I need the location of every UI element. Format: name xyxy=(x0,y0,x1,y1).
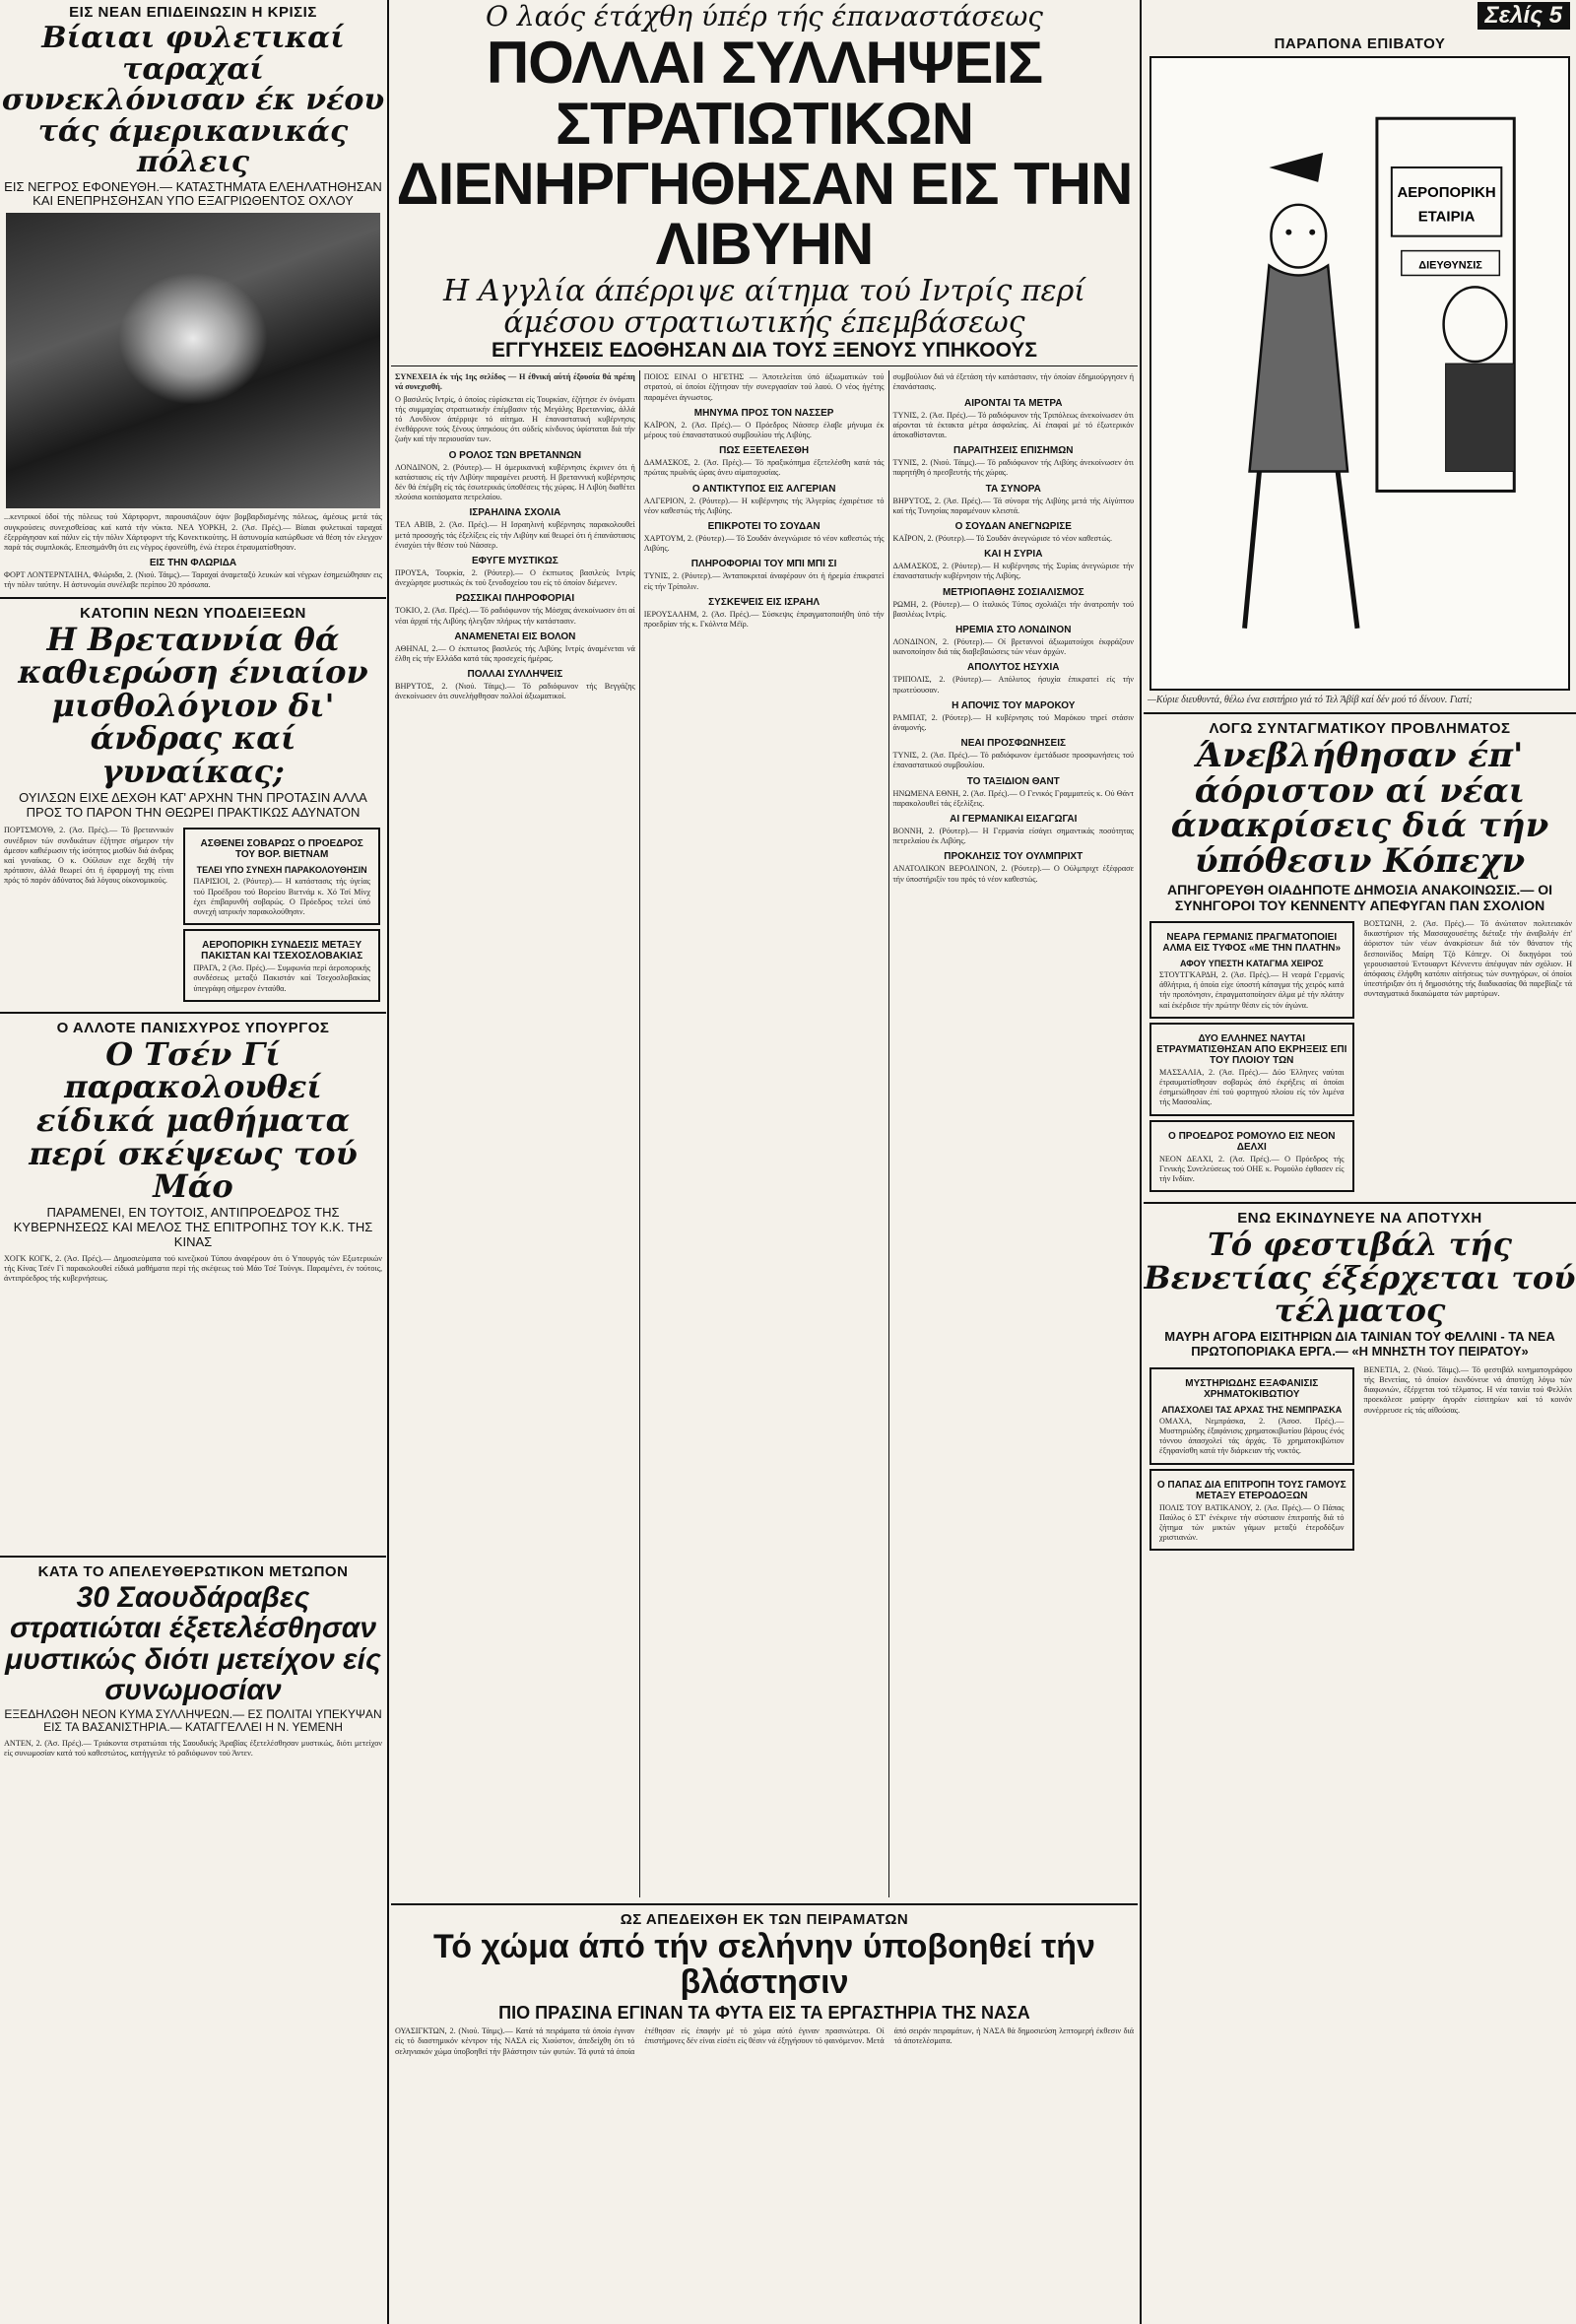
main-col-c-body-9: ΡΑΜΠΑΤ, 2. (Ρόυτερ).— Η κυβέρνησις τού Μαρόκου τηρεί στάσιν άναμονής. xyxy=(892,712,1135,733)
box-safe-kicker: ΜΥΣΤΗΡΙΩΔΗΣ ΕΞΑΦΑΝΙΣΙΣ ΧΡΗΜΑΤΟΚΙΒΩΤΙΟΥ xyxy=(1185,1377,1319,1400)
main-col-b-body-2: ΔΑΜΑΣΚΟΣ, 2. (Άσ. Πρές).— Τό πραξικόπημα έξετελέσθη κατά τάς πρώτας πρωϊνάς ώρας άνευ αίματοχυσίας. xyxy=(643,458,885,478)
sect-nasser: ΜΗΝΥΜΑ ΠΡΟΣ ΤΟΝ ΝΑΣΣΕΡ xyxy=(693,407,834,419)
venice-row xyxy=(1144,1363,1576,1556)
subhead-riots: ΕΙΣ ΝΕΓΡΟΣ ΕΦΟΝΕΥΘΗ.— ΚΑΤΑΣΤΗΜΑΤΑ ΕΛΕΗΛΑΤΗΘΗΣΑΝ ΚΑΙ ΕΝΕΠΡΗΣΘΗΣΑΝ ΥΠΟ ΕΞΑΓΡΙΩΘΕΝΤΟΣ ΟΧΛΟΥ xyxy=(4,178,382,209)
headline-britain-wages: Η Βρεταννία θά καθιερώση ένιαίον μισθολόγιον δι' άνδρας καί γυναίκας; xyxy=(18,620,368,790)
main-col-a xyxy=(391,370,640,1897)
kicker-kopechne: ΛΟΓΩ ΣΥΝΤΑΓΜΑΤΙΚΟΥ ΠΡΟΒΛΗΜΑΤΟΣ xyxy=(1209,720,1511,737)
box-vietnam-body: ΠΑΡΙΣΙΟΙ, 2. (Ρόυτερ).— Η κατάστασις τής ύγείας τού Προέδρου τού Βορείου Βιετνάμ κ. Χό Τσί Μίνχ έχει έπιβαρυνθή σοβαρώς. Ο Πρόεδρος τελεί ύπό συνεχή ιατρικήν παρακολούθησιν. xyxy=(193,877,370,917)
subhead-kopechne: ΑΠΗΓΟΡΕΥΘΗ ΟΙΑΔΗΠΟΤΕ ΔΗΜΟΣΙΑ ΑΝΑΚΟΙΝΩΣΙΣ.— ΟΙ ΣΥΝΗΓΟΡΟΙ ΤΟΥ ΚΕΝΝΕΝΤΥ ΑΠΕΦΥΓΑΝ ΠΑΝ ΣΧΟΛΙΟΝ xyxy=(1167,881,1552,913)
kicker-venice: ΕΝΩ ΕΚΙΝΔΥΝΕΥΕ ΝΑ ΑΠΟΤΥΧΗ xyxy=(1237,1210,1482,1228)
column-rule xyxy=(1140,0,1142,2324)
main-col-c-body-11: ΗΝΩΜΕΝΑ ΕΘΝΗ, 2. (Άσ. Πρές).— Ο Γενικός Γραμματεύς κ. Ού Θάντ παρακολουθεί τάς έξελίξεις. xyxy=(892,788,1135,808)
sect-morocco: Η ΑΠΟΨΙΣ ΤΟΥ ΜΑΡΟΚΟΥ xyxy=(952,699,1076,711)
sect-syria: ΚΑΙ Η ΣΥΡΙΑ xyxy=(984,549,1043,561)
subhead-britain: ΟΥΙΛΣΩΝ ΕΙΧΕ ΔΕΧΘΗ ΚΑΤ' ΑΡΧΗΝ ΤΗΝ ΠΡΟΤΑΣΙΝ ΑΛΛΑ ΠΡΟΣ ΤΟ ΠΑΡΟΝ ΤΗΝ ΘΕΩΡΕΙ ΠΡΑΚΤΙΚΩΣ ΑΔΥΝΑΤΟΝ xyxy=(19,789,367,820)
kicker-moon: ΩΣ ΑΠΕΔΕΙΧΘΗ ΕΚ ΤΩΝ ΠΕΙΡΑΜΑΤΩΝ xyxy=(620,1911,909,1929)
main-col-b-body-6: ΙΕΡΟΥΣΑΛΗΜ, 2. (Άσ. Πρές).— Σύσκεψις έπραγματοποιήθη ύπό τήν προεδρίαν τής κ. Γκόλντα Μέϊρ. xyxy=(643,609,885,630)
box-vietnam-sub: ΤΕΛΕΙ ΥΠΟ ΣΥΝΕΧΗ ΠΑΡΑΚΟΛΟΥΘΗΣΙΝ xyxy=(196,865,367,876)
cartoon-desk-sign: ΔΙΕΥΘΥΝΣΙΣ xyxy=(1418,259,1482,272)
main-col-c-body: συμβούλιον διά νά έξετάση τήν κατάστασιν, τήν όποίαν έδημιούργησεν ή έπανάστασις. xyxy=(892,372,1135,392)
box-vietnam-kicker: ΑΣΘΕΝΕΙ ΣΟΒΑΡΩΣ Ο ΠΡΟΕΔΡΟΣ ΤΟΥ ΒΟΡ. ΒΙΕΤΝΑΜ xyxy=(200,838,363,861)
headline-chen-yi: Ο Τσέν Γί παρακολουθεί είδικά μαθήματα περί σκέψεως τού Μάο xyxy=(29,1034,358,1206)
main-story xyxy=(391,0,1138,2324)
sect-bbc: ΠΛΗΡΟΦΟΡΙΑΙ ΤΟΥ ΜΠΙ ΜΠΙ ΣΙ xyxy=(690,559,837,570)
main-col-c-body-5: ΔΑΜΑΣΚΟΣ, 2. (Ρόυτερ).— Η κυβέρνησις τής Συρίας άνεγνώρισε τήν έπαναστατικήν κυβέρνησιν τής Λιβύης. xyxy=(892,562,1135,581)
main-col-c-body-8: ΤΡΙΠΟΛΙΣ, 2. (Ρόυτερ).— Απόλυτος ήσυχία έπικρατεί είς τήν πρωτεύουσαν. xyxy=(892,675,1135,695)
main-deck: Η Αγγλία άπέρριψε αίτημα τού Ιντρίς περί άμέσου στρατιωτικής έπεμβάσεως xyxy=(442,274,1086,340)
left-column xyxy=(0,0,386,2324)
article-chen-yi-body: ΧΟΓΚ ΚΟΓΚ, 2. (Άσ. Πρές).— Δημοσιεύματα τού κινεζικού Τύπου άναφέρουν ότι ό Υπουργός τών Εξωτερικών τής Κίνας Τσέν Γί παρακολουθεί είδικά μαθήματα περί τής σκέψεως τού Μάο Τσέ Τούνγκ. Παραμένει, έν τούτοις, άντιπρόεδρος τής κυβερνήσεως. xyxy=(4,1253,382,1284)
headline-moon-soil: Τό χώμα άπό τήν σελήνην ύποβοηθεί τήν βλάστησιν xyxy=(433,1928,1095,2001)
britain-row xyxy=(0,824,386,1005)
box-greek-sailors-kicker: ΔΥΟ ΕΛΛΗΝΕΣ ΝΑΥΤΑΙ ΕΤΡΑΥΜΑΤΙΣΘΗΣΑΝ ΑΠΟ ΕΚΡΗΞΕΙΣ ΕΠΙ ΤΟΥ ΠΛΟΙΟΥ ΤΩΝ xyxy=(1156,1032,1347,1066)
cartoon-kicker: ΠΑΡΑΠΟΝΑ ΕΠΙΒΑΤΟΥ xyxy=(1274,35,1446,52)
box-german-athlete xyxy=(1149,921,1354,1019)
cartoon-airline xyxy=(1149,56,1570,691)
main-col-b-body-4: ΧΑΡΤΟΥΜ, 2. (Ρόυτερ).— Τό Σουδάν άνεγνώρισε τό νέον καθεστώς τής Λιβύης. xyxy=(643,534,885,554)
main-col-c-body-2: ΤΥΝΙΣ, 2. (Νιού. Τάιμς).— Τό ραδιόφωνον τής Λιβύης άνεκοίνωσεν ότι παρητήθη ό πρεσβευτής τής χώρας. xyxy=(892,458,1135,478)
kopechne-side xyxy=(1144,917,1360,1196)
main-col-a-body-4: ΠΡΟΥΣΑ, Τουρκία, 2. (Ρόυτερ).— Ο έκπτωτος βασιλεύς Ιντρίς άνεχώρησε μυστικώς έκ τού ξενοδοχείου του είς τό όποίον διέμενεν. xyxy=(395,568,635,588)
sect-algeria: Ο ΑΝΤΙΚΤΥΠΟΣ ΕΙΣ ΑΛΓΕΡΙΑΝ xyxy=(691,483,836,495)
sect-borders: ΤΑ ΣΥΝΟΡΑ xyxy=(985,483,1041,495)
main-col-a-body-5: ΤΟΚΙΟ, 2. (Άσ. Πρές).— Τό ραδιόφωνον τής Μόσχας άνεκοίνωσεν ότι αί νέαι άρχαί τής Λιβύης ήλεγξαν πλήρως τήν κατάστασιν. xyxy=(395,606,635,626)
sect-ulbricht: ΠΡΟΚΛΗΣΙΣ ΤΟΥ ΟΥΛΜΠΡΙΧΤ xyxy=(944,851,1084,863)
column-rule xyxy=(387,0,389,2324)
subhead-chen-yi: ΠΑΡΑΜΕΝΕΙ, ΕΝ ΤΟΥΤΟΙΣ, ΑΝΤΙΠΡΟΕΔΡΟΣ ΤΗΣ ΚΥΒΕΡΝΗΣΕΩΣ ΚΑΙ ΜΕΛΟΣ ΤΗΣ ΕΠΙΤΡΟΠΗΣ ΤΟΥ Κ.Κ. ΤΗΣ ΚΙΝΑΣ xyxy=(13,1204,373,1249)
divider xyxy=(1144,1202,1576,1204)
divider xyxy=(1144,712,1576,714)
divider xyxy=(0,597,386,599)
main-col-c-body-3: ΒΗΡΥΤΟΣ, 2. (Άσ. Πρές).— Τά σύνορα τής Λιβύης μετά τής Αίγύπτου καί τής Τυνησίας παραμένουν κλειστά. xyxy=(892,496,1135,515)
main-col-a-body-6: ΑΘΗΝΑΙ, 2.— Ο έκπτωτος βασιλεύς τής Λιβύης Ιντρίς άναμένεται νά έλθη είς τήν Ελλάδα κατά τάς προσεχείς ήμέρας. xyxy=(395,643,635,664)
box-greek-sailors-body: ΜΑΣΣΑΛΙΑ, 2. (Άσ. Πρές).— Δύο Έλληνες ναύται έτραυματίσθησαν σοβαρώς άπό έκρήξεις αί όποίαι έσημειώθησαν έπί τού φορτηγού πλοίου είς τόν λιμένα τής Μασσαλίας. xyxy=(1159,1067,1345,1107)
main-col-c-body-6: ΡΩΜΗ, 2. (Ρόυτερ).— Ο ίταλικός Τύπος σχολιάζει τήν άνατροπήν τού βασιλέως Ιντρίς. xyxy=(892,599,1135,619)
venice-text xyxy=(1360,1363,1576,1556)
box-pope xyxy=(1149,1469,1354,1552)
sect-british-role: Ο ΡΟΛΟΣ ΤΩΝ ΒΡΕΤΑΝΝΩΝ xyxy=(448,449,582,461)
kicker-riots: ΕΙΣ ΝΕΑΝ ΕΠΙΔΕΙΝΩΣΙΝ Η ΚΡΙΣΙΣ xyxy=(69,4,317,21)
article-venice-body: ΒΕΝΕΤΙΑ, 2. (Νιού. Τάιμς).— Τό φεστιβάλ κινηματογράφου τής Βενετίας, τό όποίον έκινδύνευε νά άποτύχη λόγω τών διαφωνιών, έξέρχεται τού τέλματος. Η νέα ταινία τού Φελλίνι προεκάλεσε μαύρην άγοράν είσιτηρίων καί τό κοινόν συνέρρευσε είς τάς αίθούσας. xyxy=(1363,1364,1572,1415)
main-col-b-body-1: ΚΑΪΡΟΝ, 2. (Άσ. Πρές).— Ο Πρόεδρος Νάσσερ έλαβε μήνυμα έκ μέρους τού έπαναστατικού συμβουλίου τής Λιβύης. xyxy=(643,420,885,439)
headline-kopechne: Άνεβλήθησαν έπ' άόριστον αί νέαι άνακρίσεις διά τήν ύπόθεσιν Κόπεχν xyxy=(1170,736,1549,882)
sect-israeli: ΙΣΡΑΗΛΙΝΑ ΣΧΟΛΙΑ xyxy=(469,507,561,519)
kopechne-row xyxy=(1144,917,1576,1196)
box-greek-sailors xyxy=(1149,1023,1354,1116)
sect-london: ΗΡΕΜΙΑ ΣΤΟ ΛΟΝΔΙΝΟΝ xyxy=(955,625,1072,636)
box-safe-sub: ΑΠΑΣΧΟΛΕΙ ΤΑΣ ΑΡΧΑΣ ΤΗΣ ΝΕΜΠΡΑΣΚΑ xyxy=(1161,1404,1343,1415)
box-pakistan xyxy=(183,929,380,1002)
subhead-saudi: ΕΞΕΔΗΛΩΘΗ ΝΕΟΝ ΚΥΜΑ ΣΥΛΛΗΨΕΩΝ.— ΕΣ ΠΟΛΙΤΑΙ ΥΠΕΚΥΨΑΝ ΕΙΣ ΤΑ ΒΑΣΑΝΙΣΤΗΡΙΑ.— ΚΑΤΑΓΓΕΛΛΕΙ Η Ν. ΥΕΜΕΝΗ xyxy=(4,1706,382,1735)
page-label-row xyxy=(1144,0,1576,32)
kicker-chen-yi: Ο ΑΛΛΟΤΕ ΠΑΝΙΣΧΥΡΟΣ ΥΠΟΥΡΓΟΣ xyxy=(56,1019,330,1036)
sect-german-imports: ΑΙ ΓΕΡΜΑΝΙΚΑΙ ΕΙΣΑΓΩΓΑΙ xyxy=(950,814,1078,826)
sect-socialism: ΜΕΤΡΙΟΠΑΘΗΣ ΣΟΣΙΑΛΙΣΜΟΣ xyxy=(942,586,1084,598)
box-pope-kicker: Ο ΠΑΠΑΣ ΔΙΑ ΕΠΙΤΡΟΠΗ ΤΟΥΣ ΓΑΜΟΥΣ ΜΕΤΑΞΥ ΕΤΕΡΟΔΟΞΩΝ xyxy=(1156,1479,1346,1501)
divider xyxy=(391,365,1138,366)
main-col-c-body-1: ΤΥΝΙΣ, 2. (Άσ. Πρές).— Τό ραδιόφωνον τής Τριπόλεως άνεκοίνωσεν ότι αίρονται τά έκτακτα μέτρα άσφαλείας. Αί έπαφαί μέ τό έξωτερικόν άποκαθίστανται. xyxy=(892,410,1135,439)
box-german-athlete-body: ΣΤΟΥΤΓΚΑΡΔΗ, 2. (Άσ. Πρές).— Η νεαρά Γερμανίς άθλήτρια, ή όποία είχε ύποστή κάταγμα τής χειρός κατά τήν προπόνησιν, έπραγματοποίησεν άλμα μέ τήν πλάτην καί έκέρδισε τήν πρώτην θέσιν είς τόν άγώνα. xyxy=(1159,969,1345,1010)
main-col-b xyxy=(640,370,889,1897)
subhead-moon: ΠΙΟ ΠΡΑΣΙΝΑ ΕΓΙΝΑΝ ΤΑ ΦΥΤΑ ΕΙΣ ΤΑ ΕΡΓΑΣΤΗΡΙΑ ΤΗΣ ΝΑΣΑ xyxy=(498,2002,1030,2023)
sect-volos: ΑΝΑΜΕΝΕΤΑΙ ΕΙΣ ΒΟΛΟΝ xyxy=(454,631,576,642)
right-column xyxy=(1144,0,1576,2324)
main-col-c-body-10: ΤΥΝΙΣ, 2. (Άσ. Πρές).— Τό ραδιόφωνον έμετάδωσε προσφωνήσεις τού έπαναστατικού συμβουλίου. xyxy=(892,751,1135,770)
main-col-c-body-12: ΒΟΝΝΗ, 2. (Ρόυτερ).— Η Γερμανία είσάγει σημαντικάς ποσότητας πετρελαίου έκ Λιβύης. xyxy=(892,827,1135,846)
sect-israel-talks: ΣΥΣΚΕΨΕΙΣ ΕΙΣ ΙΣΡΑΗΛ xyxy=(708,596,821,608)
sect-sudan-recognized: Ο ΣΟΥΔΑΝ ΑΝΕΓΝΩΡΙΣΕ xyxy=(954,521,1072,533)
box-pope-body: ΠΟΛΙΣ ΤΟΥ ΒΑΤΙΚΑΝΟΥ, 2. (Άσ. Πρές).— Ο Πάπας Παύλος ό ΣΤ' ένέκρινε τήν σύστασιν έπιτροπής διά τό ζήτημα τών μικτών γάμων μεταξύ έτεροδόξων χριστιανών. xyxy=(1159,1502,1345,1543)
headline-riots: Βίαιαι φυλετικαί ταραχαί συνεκλόνισαν έκ νέου τάς άμερικανικάς πόλεις xyxy=(1,21,385,179)
main-lead: ΣΥΝΕΧΕΙΑ έκ τής 1ης σελίδος — Η έθνική αύτή έξουσία θά πρέπη νά συνεχισθή. xyxy=(395,372,635,392)
main-col-c-body-7: ΛΟΝΔΙΝΟΝ, 2. (Ρόυτερ).— Οί βρεταννοί άξιωματούχοι έκφράζουν ικανοποίησιν διά τάς διαβεβαιώσεις τών νέων άρχών. xyxy=(892,637,1135,657)
main-col-a-body-3: ΤΕΛ ΑΒΙΒ, 2. (Άσ. Πρές).— Η Ισραηλινή κυβέρνησις παρακολουθεί μετά προσοχής τάς έξελίξεις είς τήν Λιβύην καί θεωρεί ότι ή έπανάστασις ένισχύει τήν θέσιν τού Νάσσερ. xyxy=(395,520,635,550)
headline-saudi: 30 Σαουδάραβες στρατιώται έξετελέσθησαν μυστικώς διότι μετείχον είς συνωμοσίαν xyxy=(5,1580,381,1707)
main-col-c-body-4: ΚΑΪΡΟΝ, 2. (Ρόυτερ).— Τό Σουδάν άνεγνώρισε τό νέον καθεστώς. xyxy=(892,534,1113,544)
article-moon-body: ΟΥΑΣΙΓΚΤΩΝ, 2. (Νιού. Τάιμς).— Κατά τά πειράματα τά όποία έγιναν είς τό διαστημικόν κέντρον τής ΝΑΣΑ είς Χιούστον, άπεδείχθη ότι τό σεληνιακόν χώμα ύποβοηθεί τήν βλάστησιν τών φυτών. Τά φυτά τά όποία έτέθησαν είς έπαφήν μέ τό χώμα αύτό έγιναν πρασινώτερα. Οί έπιστήμονες δέν είναι είσέτι είς θέσιν νά έξηγήσουν τό φαινόμενον. Μετά άπό σειράν πειραμάτων, ή ΝΑΣΑ θά δημοσιεύση λεπτομερή έκθεσιν διά τά άποτελέσματα. xyxy=(395,2026,1134,2056)
britain-side xyxy=(177,824,386,1005)
sect-how-executed: ΠΩΣ ΕΞΕΤΕΛΕΣΘΗ xyxy=(719,445,810,457)
main-col-b-body-3: ΑΛΓΕΡΙΟΝ, 2. (Ρόυτερ).— Η κυβέρνησις τής Άλγερίας έχαιρέτισε τό νέον καθεστώς τής Λιβύης. xyxy=(643,496,885,515)
sect-measures: ΑΙΡΟΝΤΑΙ ΤΑ ΜΕΤΡΑ xyxy=(964,397,1063,409)
section-florida: ΕΙΣ ΤΗΝ ΦΛΩΡΙΔΑ xyxy=(149,558,237,569)
divider xyxy=(391,1903,1138,1905)
main-col-a-body-7: ΒΗΡΥΤΟΣ, 2. (Νιού. Τάιμς).— Τό ραδιόφωνον τής Βεγγάζης άνεκοίνωσεν ότι συνελήφθησαν πολλοί άξιωματικοί. xyxy=(395,682,635,701)
subhead-venice: ΜΑΥΡΗ ΑΓΟΡΑ ΕΙΣΙΤΗΡΙΩΝ ΔΙΑ ΤΑΙΝΙΑΝ ΤΟΥ ΦΕΛΛΙΝΙ - ΤΑ ΝΕΑ ΠΡΩΤΟΠΟΡΙΑΚΑ ΕΡΓΑ.— «Η ΜΝΗΣΤΗ ΤΟΥ ΠΕΙΡΑΤΟΥ» xyxy=(1164,1328,1555,1359)
main-columns xyxy=(391,370,1138,1897)
box-pakistan-body: ΠΡΑΓΑ, 2 (Άσ. Πρές).— Συμφωνία περί άεροπορικής συνδέσεως μεταξύ Πακιστάν καί Τσεχοσλοβακίας ύπεγράφη σήμερον ένταύθα. xyxy=(193,963,370,993)
cartoon-sign-line2: ΕΤΑΙΡΙΑ xyxy=(1417,208,1476,226)
page-number-label: Σελίς 5 xyxy=(1478,2,1570,30)
sect-calm: ΑΠΟΛΥΤΟΣ ΗΣΥΧΙΑ xyxy=(967,662,1060,674)
article-britain-body: ΠΟΡΤΣΜΟΥΘ, 2. (Άσ. Πρές).— Τό βρεταννικόν συνέδριον τών συνδικάτων έζήτησε σήμερον τήν άμεσον καθιέρωσιν τής ίσότητος μισθών διά άνδρας καί γυναίκας. Ο κ. Ούίλσων ειχε δεχθή τήν πρότασιν, άλλά θεωρεί ότι ή έφαρμογή της είναι πρός τό παρόν άδύνατος διά λόγους οίκονομικούς. xyxy=(4,826,174,886)
box-romulo xyxy=(1149,1120,1354,1193)
kicker-saudi: ΚΑΤΑ ΤΟ ΑΠΕΛΕΥΘΕΡΩΤΙΚΟΝ ΜΕΤΩΠΟΝ xyxy=(37,1562,349,1580)
main-col-b-body: ΠΟΙΟΣ ΕΙΝΑΙ Ο ΗΓΕΤΗΣ — Άποτελείται ύπό άξιωματικών τού στρατού, οί όποίοι έζήτησαν τήν συνεργασίαν τού λαού. Ο νέος ήγέτης παραμένει άγνωστος. xyxy=(643,372,885,402)
main-headline: ΠΟΛΛΑΙ ΣΥΛΛΗΨΕΙΣ ΣΤΡΑΤΙΩΤΙΚΩΝ ΔΙΕΝΗΡΓΗΘΗΣΑΝ ΕΙΣ ΤΗΝ ΛΙΒΥΗΝ xyxy=(396,30,1133,277)
riot-photo xyxy=(6,213,380,508)
article-riots-body: ...κεντρικοί όδοί τής πόλεως τού Χάρτφορντ, παρουσιάζουν όψιν βομβαρδισμένης πόλεως, άμέσως μετά τάς συγκρούσεις συνεχισθείσας καί κατά τήν νύκτα. ΝΕΑ ΥΟΡΚΗ, 2. (Άσ. Πρές).— Βίαιαι φυλετικαί ταραχαί έξερράγησαν καί πάλιν είς τήν πόλιν Χάρτφορντ τής Κονεκτικούτης. Η άστυνομία κατώρθωσε νά θέση τόν ελεγχον παρά τάς συμπλοκάς. Επεσημάνθη ότι εις νέγρος έφονεύθη, ένώ έτεροι έτραυματίσθησαν. xyxy=(4,512,382,552)
main-col-a-body-2: ΛΟΝΔΙΝΟΝ, 2. (Ρόυτερ).— Η άμερικανική κυβέρνησις έκρινεν ότι ή κατάστασις είς τήν Λιβύην παραμένει ρευστή. Η βρεταννική κυβέρνησις δέν θά έπέμβη είς τάς έσωτερικάς ύποθέσεις τής χώρας. Η Λιβύη διαθέτει πλούσια κοιτάσματα πετρελαίου. xyxy=(395,462,635,502)
sect-russian: ΡΩΣΣΙΚΑΙ ΠΛΗΡΟΦΟΡΙΑΙ xyxy=(455,593,575,605)
headline-venice: Τό φεστιβάλ τής Βενετίας έξέρχεται τού τέλματος xyxy=(1144,1226,1576,1330)
kicker-britain: ΚΑΤΟΠΙΝ ΝΕΩΝ ΥΠΟΔΕΙΞΕΩΝ xyxy=(80,604,306,622)
sect-thant: ΤΟ ΤΑΞΙΔΙΟΝ ΘΑΝΤ xyxy=(966,775,1060,787)
cartoon-drawing xyxy=(1151,58,1568,689)
article-florida-body: ΦΟΡΤ ΛΟΝΤΕΡΝΤΑΙΗΛ, Φλώριδα, 2. (Νιού. Τάιμς).— Ταραχαί άναμεταξύ λευκών καί νέγρων έσημειώθησαν εις τήν πόλιν ταύτην. Η άστυνομία συνέλαβε περίπου 20 πρόσωπα. xyxy=(4,570,382,590)
main-deck-2: ΕΓΓΥΗΣΕΙΣ ΕΔΟΘΗΣΑΝ ΔΙΑ ΤΟΥΣ ΞΕΝΟΥΣ ΥΠΗΚΟΟΥΣ xyxy=(492,339,1037,363)
main-col-c xyxy=(889,370,1139,1897)
sect-fled: ΕΦΥΓΕ ΜΥΣΤΙΚΩΣ xyxy=(471,556,558,567)
box-german-athlete-sub: ΑΦΟΥ ΥΠΕΣΤΗ ΚΑΤΑΓΜΑ ΧΕΙΡΟΣ xyxy=(1179,958,1324,968)
article-saudi-body: ΑΝΤΕΝ, 2. (Άσ. Πρές).— Τριάκοντα στρατιώται τής Σαουδικής Άραβίας έξετελέσθησαν μυστικώς, διότι μετείχον είς συνωμοσίαν κατά τού καθεστώτος, κατήγγειλε τό ραδιόφωνον τού Άντεν. xyxy=(4,1739,382,1759)
sect-addresses: ΝΕΑΙ ΠΡΟΣΦΩΝΗΣΕΙΣ xyxy=(960,738,1066,750)
divider xyxy=(0,1012,386,1014)
venice-side xyxy=(1144,1363,1360,1556)
kopechne-text xyxy=(1360,917,1576,1196)
box-safe xyxy=(1149,1367,1354,1465)
sect-resignations: ΠΑΡΑΙΤΗΣΕΙΣ ΕΠΙΣΗΜΩΝ xyxy=(953,445,1074,457)
box-pakistan-kicker: ΑΕΡΟΠΟΡΙΚΗ ΣΥΝΔΕΣΙΣ ΜΕΤΑΞΥ ΠΑΚΙΣΤΑΝ ΚΑΙ ΤΣΕΧΟΣΛΟΒΑΚΙΑΣ xyxy=(201,940,363,963)
main-col-c-body-13: ΑΝΑΤΟΛΙΚΟΝ ΒΕΡΟΛΙΝΟΝ, 2. (Ρόυτερ).— Ο Ούλμπριχτ έξέφρασε τήν ύποστήριξίν του πρός τό νέον καθεστώς. xyxy=(892,864,1135,884)
sect-arrests: ΠΟΛΛΑΙ ΣΥΛΛΗΨΕΙΣ xyxy=(467,669,563,681)
article-kopechne-body: ΒΟΣΤΩΝΗ, 2. (Άσ. Πρές).— Τό άνώτατον πολιτειακόν δικαστήριον τής Μασσαχουσέτης διέταξε τήν άναβολήν έπ' άόριστον τών νέων άνακρίσεων διά τόν θάνατον τής δεσποινίδος Μαίρη Τζό Κόπεχν. Οί δικηγόροι τού γερουσιαστού Έντουαρντ Κέννεντυ άπέφυγαν πάν σχόλιον. Η άπόφασις έλήφθη κατόπιν αίτήσεως τών συνηγόρων, οί όποίοι ύπεστήριξαν ότι ή δημοσιότης τής διαδικασίας θά παρεβίαζε τά συνταγματικά δικαιώματα τών μαρτύρων. xyxy=(1363,918,1572,999)
sect-sudan: ΕΠΙΚΡΟΤΕΙ ΤΟ ΣΟΥΔΑΝ xyxy=(707,521,821,533)
main-col-b-body-5: ΤΥΝΙΣ, 2. (Ρόυτερ).— Άνταποκριταί άναφέρουν ότι ή ήρεμία έπικρατεί είς τήν Τρίπολιν. xyxy=(643,571,885,591)
box-romulo-kicker: Ο ΠΡΟΕΔΡΟΣ ΡΟΜΟΥΛΟ ΕΙΣ ΝΕΟΝ ΔΕΛΧΙ xyxy=(1168,1130,1336,1153)
divider xyxy=(0,1556,386,1558)
cartoon-caption: —Κύριε διευθυντά, θέλω ένα εισιτήριο γιά τό Τελ Άβίβ καί δέν μού τό δίνουν. Γιατί; xyxy=(1148,695,1473,705)
main-col-a-body: Ο βασιλεύς Ιντρίς, ό όποίος εύρίσκεται είς Τουρκίαν, έζήτησε έν όνόματι τής συμμαχίας στρατιωτικήν έπέμβασιν τής Μεγάλης Βρεταννίας, άλλά τό Λονδίνον άπέρριψε τό αίτημα. Η έπαναστατική κυβέρνησις ένεθάρρυνε τούς ξένους ύπηκόους ότι ούδείς κίνδυνος ύφίσταται διά τήν ζωήν καί τήν περιουσίαν των. xyxy=(395,394,635,444)
cartoon-sign-line1: ΑΕΡΟΠΟΡΙΚΗ xyxy=(1397,183,1496,201)
britain-text xyxy=(0,824,177,1005)
box-romulo-body: ΝΕΟΝ ΔΕΛΧΙ, 2. (Άσ. Πρές).— Ο Πρόεδρος τής Γενικής Συνελεύσεως τού ΟΗΕ κ. Ρομούλο έφθασεν είς τήν Ινδίαν. xyxy=(1159,1154,1345,1183)
box-vietnam xyxy=(183,828,380,925)
box-safe-body: ΟΜΑΧΑ, Νεμπράσκα, 2. (Άσοσ. Πρές).— Μυστηριώδης έξαφάνισις χρηματοκιβωτίου βάρους ένός τόννου άπασχολεί τάς άρχάς. Τό χρηματοκιβώτιον έξηφανίσθη κατά τήν διάρκειαν τής νυκτός. xyxy=(1159,1416,1345,1456)
box-german-athlete-kicker: ΝΕΑΡΑ ΓΕΡΜΑΝΙΣ ΠΡΑΓΜΑΤΟΠΟΙΕΙ ΑΛΜΑ ΕΙΣ ΤΥΦΟΣ «ΜΕ ΤΗΝ ΠΛΑΤΗΝ» xyxy=(1162,931,1342,954)
main-kicker: Ο λαός έτάχθη ύπέρ τής έπαναστάσεως xyxy=(486,0,1043,33)
